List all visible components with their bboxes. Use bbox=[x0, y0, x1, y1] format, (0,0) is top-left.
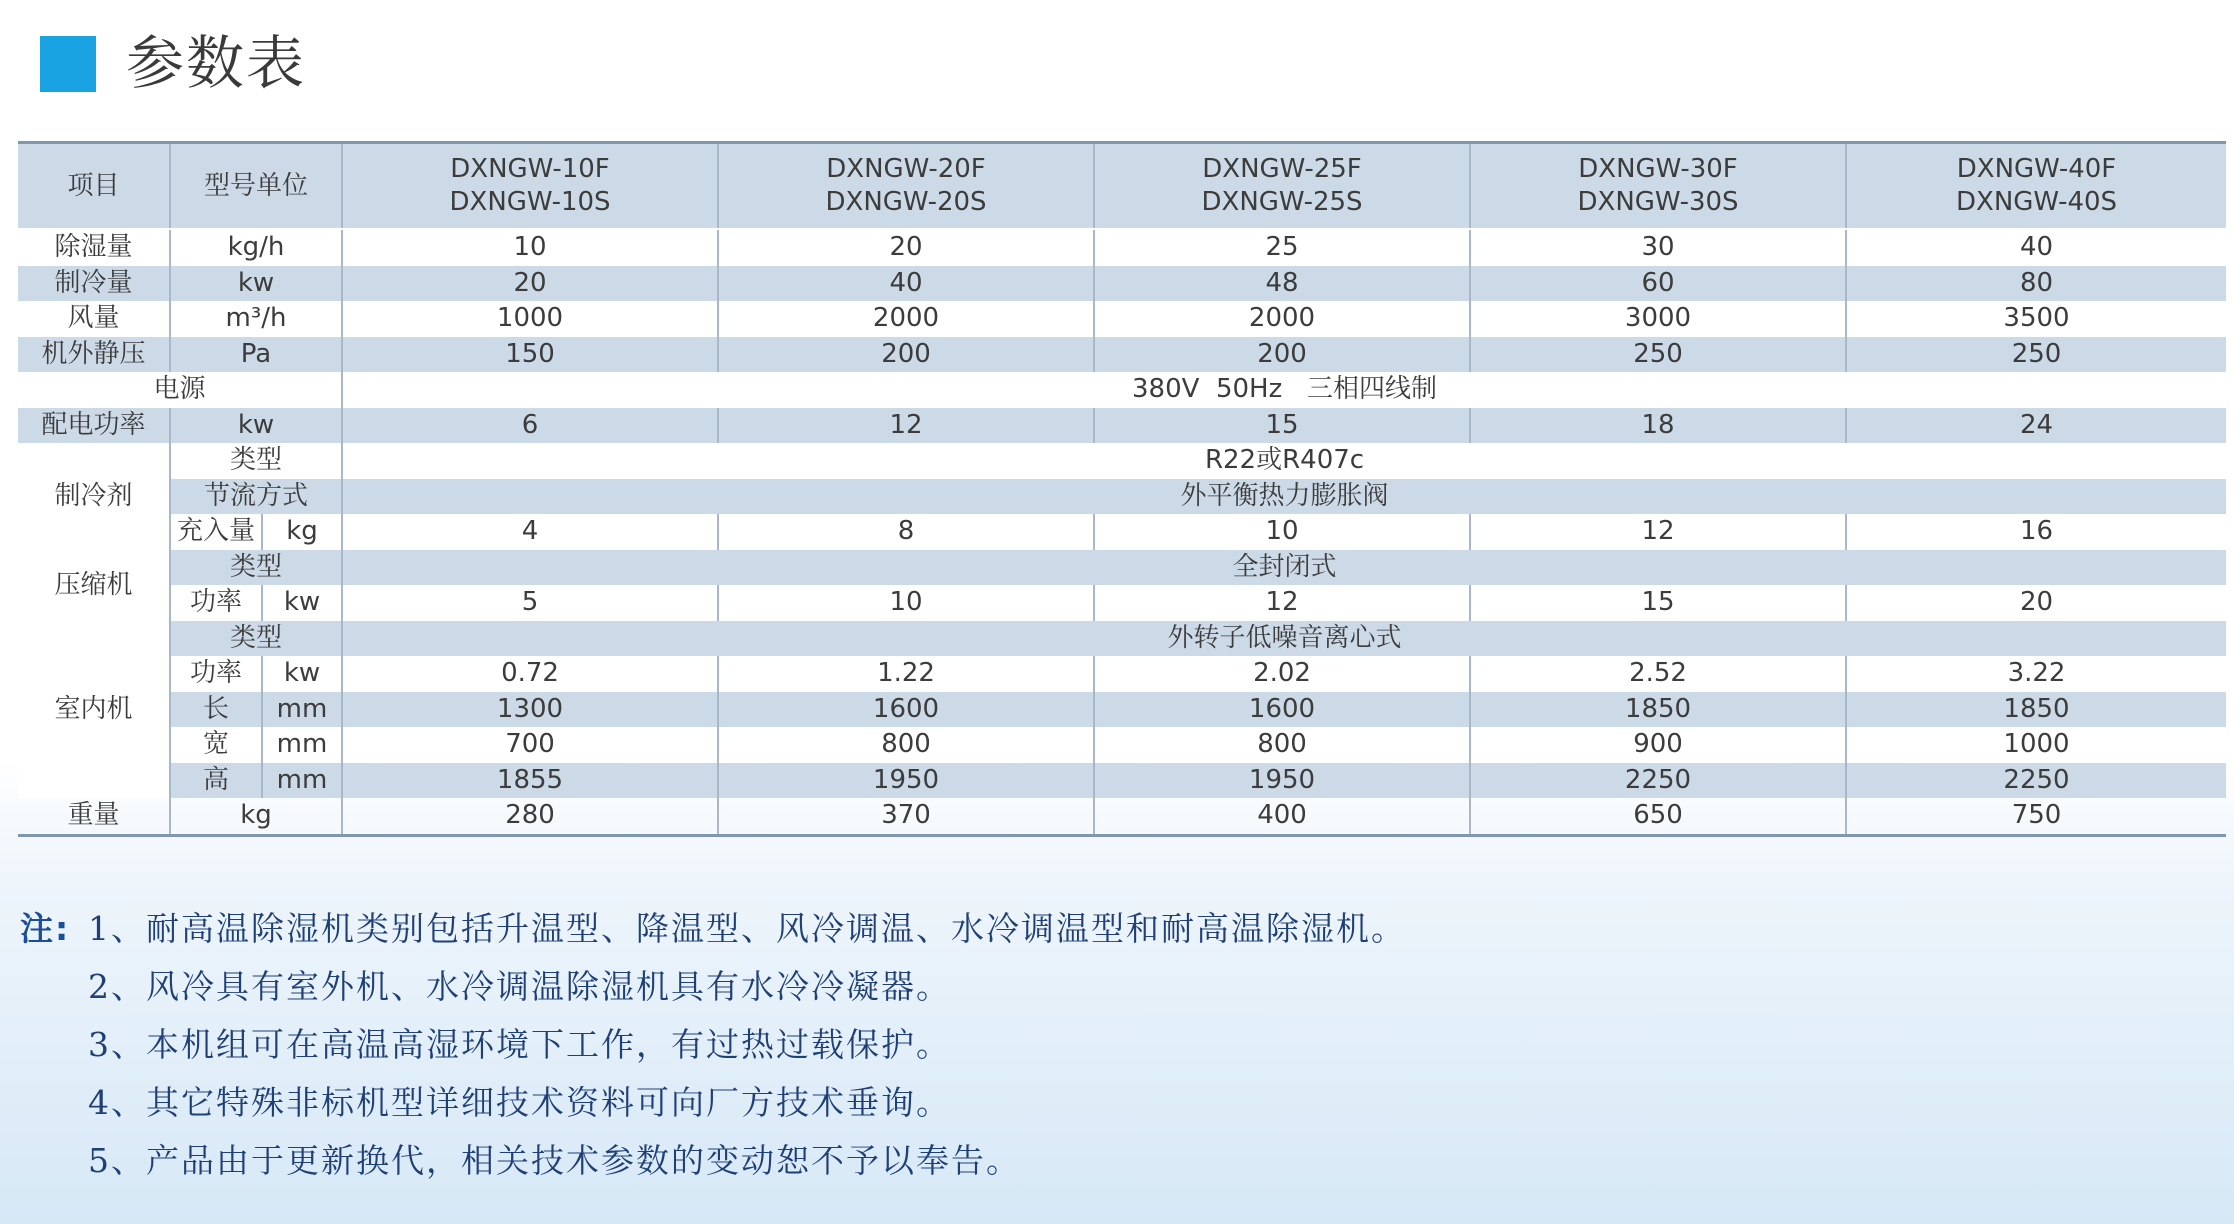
group-label-indoor: 室内机 bbox=[18, 621, 170, 799]
cell-value: 30 bbox=[1470, 229, 1846, 266]
sub-label: 类型 bbox=[170, 621, 342, 657]
cell-value: 16 bbox=[1846, 514, 2226, 550]
cell-value: 5 bbox=[342, 585, 718, 621]
header-model-2: DXNGW-20F DXNGW-20S bbox=[718, 143, 1094, 230]
cell-value: 1850 bbox=[1470, 692, 1846, 728]
cell-value: 150 bbox=[342, 337, 718, 373]
cell-value: 3000 bbox=[1470, 301, 1846, 337]
cell-value: 1600 bbox=[718, 692, 1094, 728]
sub-unit: mm bbox=[262, 763, 342, 799]
cell-value: 60 bbox=[1470, 266, 1846, 302]
row-label: 电源 bbox=[18, 372, 342, 408]
cell-value: 6 bbox=[342, 408, 718, 444]
row-refrigerant-charge bbox=[18, 514, 2226, 550]
note-text: 3、本机组可在高温高湿环境下工作，有过热过载保护。 bbox=[88, 1025, 951, 1064]
cell-value: 3.22 bbox=[1846, 656, 2226, 692]
header-model-5: DXNGW-40F DXNGW-40S bbox=[1846, 143, 2226, 230]
header-model-3: DXNGW-25F DXNGW-25S bbox=[1094, 143, 1470, 230]
row-refrigerant-type bbox=[18, 443, 2226, 479]
cell-value: 25 bbox=[1094, 229, 1470, 266]
cell-value: 2000 bbox=[718, 301, 1094, 337]
cell-value: 0.72 bbox=[342, 656, 718, 692]
note-text: 4、其它特殊非标机型详细技术资料可向厂方技术垂询。 bbox=[88, 1083, 951, 1122]
row-weight bbox=[18, 798, 2226, 835]
row-label: 配电功率 bbox=[18, 408, 170, 444]
cell-value-merged: 全封闭式 bbox=[342, 550, 2226, 586]
row-label: 重量 bbox=[18, 798, 170, 835]
row-unit: kg bbox=[170, 798, 342, 835]
cell-value: 2000 bbox=[1094, 301, 1470, 337]
cell-value: 15 bbox=[1094, 408, 1470, 444]
sub-label: 节流方式 bbox=[170, 479, 342, 515]
cell-value-merged: R22或R407c bbox=[342, 443, 2226, 479]
row-power-supply bbox=[18, 372, 2226, 408]
cell-value: 1600 bbox=[1094, 692, 1470, 728]
header-model-1: DXNGW-10F DXNGW-10S bbox=[342, 143, 718, 230]
cell-value: 900 bbox=[1470, 727, 1846, 763]
cell-value: 750 bbox=[1846, 798, 2226, 835]
sub-label: 宽 bbox=[170, 727, 262, 763]
cell-value: 250 bbox=[1470, 337, 1846, 373]
row-distribution-power bbox=[18, 408, 2226, 444]
cell-value: 20 bbox=[1846, 585, 2226, 621]
sub-label: 高 bbox=[170, 763, 262, 799]
cell-value: 10 bbox=[718, 585, 1094, 621]
row-static-pressure bbox=[18, 337, 2226, 373]
row-indoor-length bbox=[18, 692, 2226, 728]
sub-label: 类型 bbox=[170, 550, 342, 586]
row-refrigerant-throttle bbox=[18, 479, 2226, 515]
note-text: 1、耐高温除湿机类别包括升温型、降温型、风冷调温、水冷调温型和耐高温除湿机。 bbox=[88, 909, 1406, 948]
cell-value: 20 bbox=[718, 229, 1094, 266]
cell-value: 370 bbox=[718, 798, 1094, 835]
row-label: 除湿量 bbox=[18, 229, 170, 266]
row-indoor-height bbox=[18, 763, 2226, 799]
note-text: 5、产品由于更新换代，相关技术参数的变动恕不予以奉告。 bbox=[88, 1141, 1021, 1180]
parameter-table bbox=[18, 141, 2226, 837]
cell-value: 40 bbox=[718, 266, 1094, 302]
row-compressor-power bbox=[18, 585, 2226, 621]
cell-value: 10 bbox=[1094, 514, 1470, 550]
sub-unit: kw bbox=[262, 656, 342, 692]
cell-value: 18 bbox=[1470, 408, 1846, 444]
cell-value: 20 bbox=[342, 266, 718, 302]
sub-unit: mm bbox=[262, 692, 342, 728]
cell-value: 280 bbox=[342, 798, 718, 835]
cell-value: 700 bbox=[342, 727, 718, 763]
cell-value: 1950 bbox=[1094, 763, 1470, 799]
header-item: 项目 bbox=[18, 143, 170, 230]
header-model-unit: 型号单位 bbox=[170, 143, 342, 230]
cell-value: 24 bbox=[1846, 408, 2226, 444]
cell-value: 8 bbox=[718, 514, 1094, 550]
table-header-row bbox=[18, 143, 2226, 230]
cell-value: 400 bbox=[1094, 798, 1470, 835]
cell-value: 12 bbox=[1094, 585, 1470, 621]
cell-value: 800 bbox=[1094, 727, 1470, 763]
cell-value: 1850 bbox=[1846, 692, 2226, 728]
note-text: 2、风冷具有室外机、水冷调温除湿机具有水冷冷凝器。 bbox=[88, 967, 951, 1006]
row-unit: kw bbox=[170, 266, 342, 302]
row-label: 机外静压 bbox=[18, 337, 170, 373]
note-item bbox=[20, 900, 1406, 958]
notes-section bbox=[20, 900, 1406, 1190]
note-item bbox=[20, 1132, 1406, 1190]
row-unit: m³/h bbox=[170, 301, 342, 337]
sub-label: 功率 bbox=[170, 585, 262, 621]
cell-value-merged: 380V 50Hz 三相四线制 bbox=[342, 372, 2226, 408]
note-item bbox=[20, 958, 1406, 1016]
row-indoor-power bbox=[18, 656, 2226, 692]
cell-value: 1.22 bbox=[718, 656, 1094, 692]
cell-value: 200 bbox=[1094, 337, 1470, 373]
notes-label: 注: bbox=[20, 909, 71, 948]
row-airflow bbox=[18, 301, 2226, 337]
cell-value: 250 bbox=[1846, 337, 2226, 373]
cell-value: 48 bbox=[1094, 266, 1470, 302]
sub-label: 类型 bbox=[170, 443, 342, 479]
cell-value: 10 bbox=[342, 229, 718, 266]
cell-value: 650 bbox=[1470, 798, 1846, 835]
cell-value: 2250 bbox=[1470, 763, 1846, 799]
row-indoor-type bbox=[18, 621, 2226, 657]
cell-value-merged: 外平衡热力膨胀阀 bbox=[342, 479, 2226, 515]
cell-value-merged: 外转子低噪音离心式 bbox=[342, 621, 2226, 657]
sub-unit: mm bbox=[262, 727, 342, 763]
sub-unit: kg bbox=[262, 514, 342, 550]
cell-value: 1300 bbox=[342, 692, 718, 728]
header-model-4: DXNGW-30F DXNGW-30S bbox=[1470, 143, 1846, 230]
note-item bbox=[20, 1074, 1406, 1132]
cell-value: 12 bbox=[1470, 514, 1846, 550]
cell-value: 1950 bbox=[718, 763, 1094, 799]
note-item bbox=[20, 1016, 1406, 1074]
row-label: 制冷量 bbox=[18, 266, 170, 302]
cell-value: 1000 bbox=[1846, 727, 2226, 763]
row-unit: kw bbox=[170, 408, 342, 444]
row-compressor-type bbox=[18, 550, 2226, 586]
sub-label: 充入量 bbox=[170, 514, 262, 550]
cell-value: 3500 bbox=[1846, 301, 2226, 337]
row-unit: Pa bbox=[170, 337, 342, 373]
row-cooling bbox=[18, 266, 2226, 302]
row-indoor-width bbox=[18, 727, 2226, 763]
cell-value: 1000 bbox=[342, 301, 718, 337]
row-label: 风量 bbox=[18, 301, 170, 337]
cell-value: 2.02 bbox=[1094, 656, 1470, 692]
sub-unit: kw bbox=[262, 585, 342, 621]
cell-value: 1855 bbox=[342, 763, 718, 799]
cell-value: 40 bbox=[1846, 229, 2226, 266]
sub-label: 长 bbox=[170, 692, 262, 728]
cell-value: 2250 bbox=[1846, 763, 2226, 799]
cell-value: 4 bbox=[342, 514, 718, 550]
group-label-refrigerant: 制冷剂 bbox=[18, 443, 170, 550]
cell-value: 800 bbox=[718, 727, 1094, 763]
cell-value: 15 bbox=[1470, 585, 1846, 621]
cell-value: 200 bbox=[718, 337, 1094, 373]
group-label-compressor: 压缩机 bbox=[18, 550, 170, 621]
row-unit: kg/h bbox=[170, 229, 342, 266]
cell-value: 12 bbox=[718, 408, 1094, 444]
page-title: 参数表 bbox=[126, 29, 307, 97]
title-marker bbox=[40, 36, 96, 92]
row-dehumidification bbox=[18, 229, 2226, 266]
cell-value: 2.52 bbox=[1470, 656, 1846, 692]
sub-label: 功率 bbox=[170, 656, 262, 692]
cell-value: 80 bbox=[1846, 266, 2226, 302]
